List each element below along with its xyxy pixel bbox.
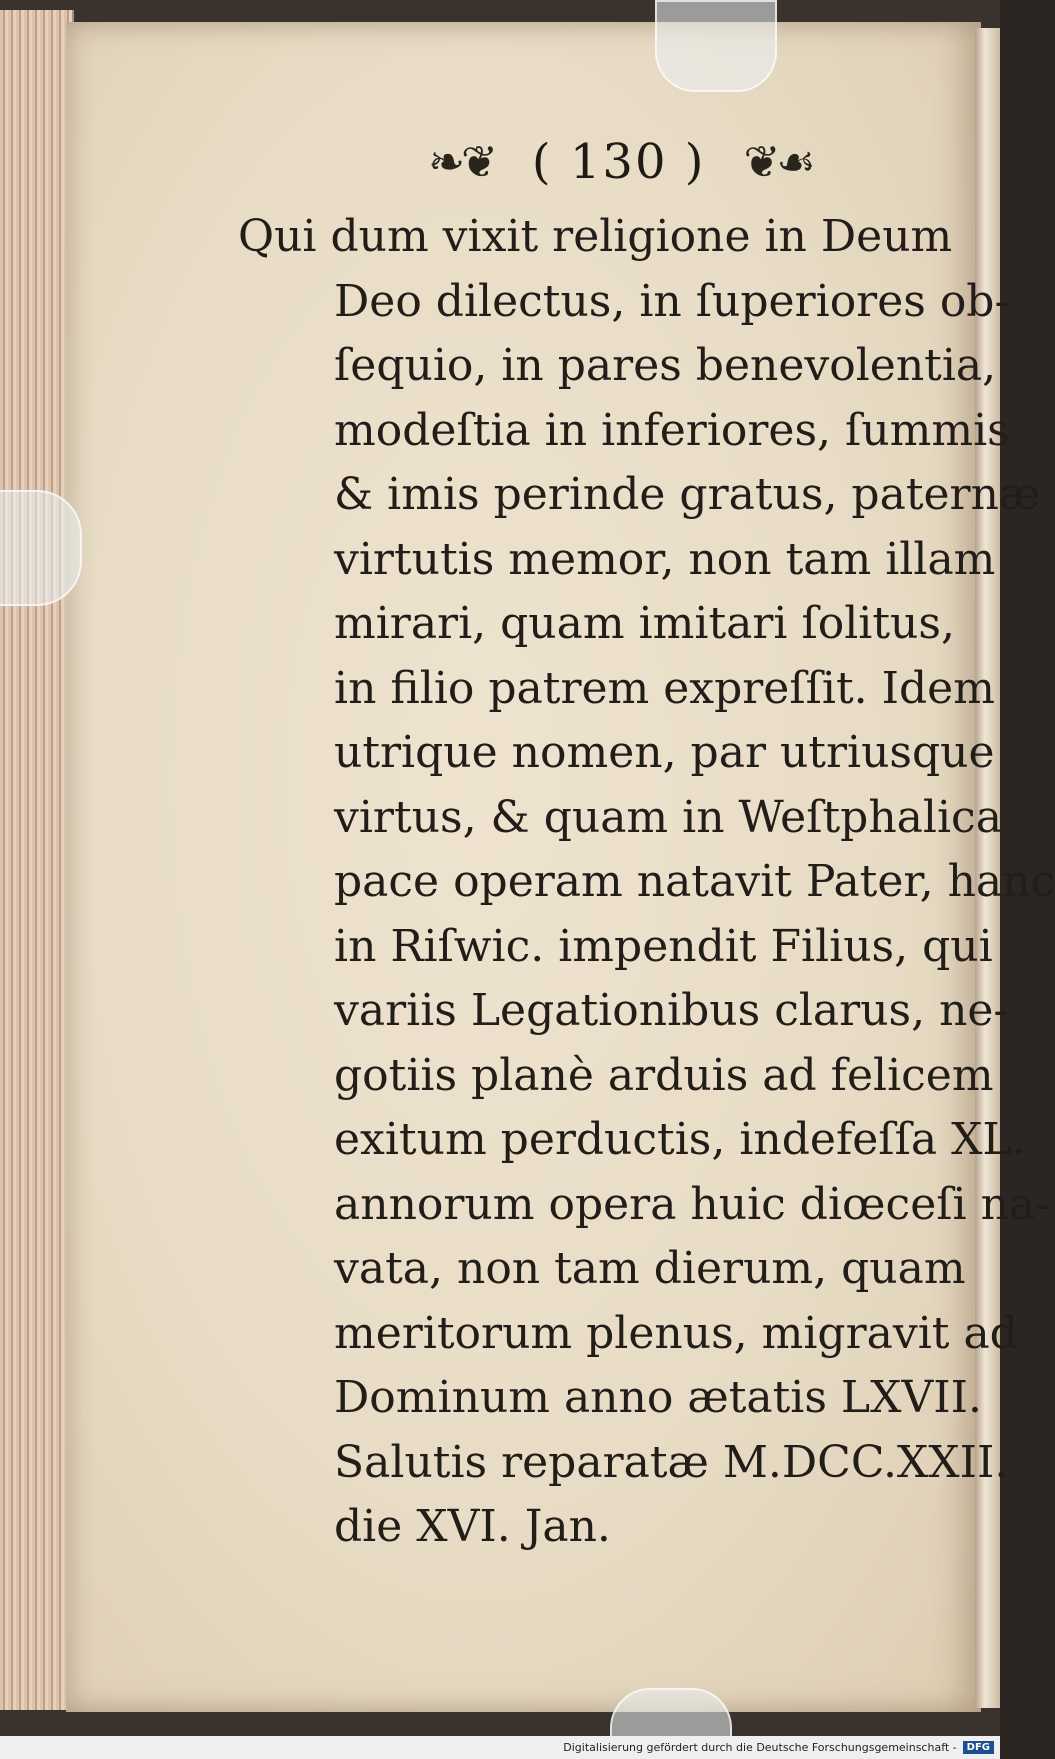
ornament-right-icon: ❦☙	[743, 136, 812, 188]
text-line: meritorum plenus, migravit ad	[334, 1307, 1018, 1359]
text-line: gotiis planè arduis ad felicem	[334, 1049, 994, 1101]
text-line: ſequio, in pares benevolentia,	[334, 340, 997, 391]
text-line: utrique nomen, par utriusque	[334, 727, 995, 778]
text-line: variis Legationibus clarus, ne-	[334, 985, 1009, 1036]
text-line: virtus, & quam in Weſtphalica	[334, 791, 1002, 843]
text-line: Qui dum vixit religione in Deum	[238, 211, 953, 262]
digitization-footer	[0, 1736, 1000, 1759]
page-clip-left	[0, 490, 82, 606]
page-clip-bottom	[610, 1688, 732, 1742]
page-clip-top	[655, 0, 777, 92]
page-header	[380, 122, 860, 202]
text-line: in Riſwic. impendit Filius, qui	[334, 920, 993, 972]
text-line: virtutis memor, non tam illam	[334, 533, 996, 585]
text-line: exitum perductis, indefeſſa XL.	[334, 1114, 1026, 1165]
text-line: & imis perinde gratus, paternæ	[334, 469, 1041, 520]
text-line: vata, non tam dierum, quam	[334, 1243, 966, 1294]
text-line: Dominum anno ætatis LXVII.	[334, 1372, 982, 1423]
text-line: mirari, quam imitari ſolitus,	[334, 598, 955, 649]
text-line: Salutis reparatæ M.DCC.XXII.	[334, 1436, 1009, 1488]
text-line: die XVI. Jan.	[334, 1501, 611, 1552]
text-line: Deo dilectus, in ſuperiores ob-	[334, 275, 1010, 327]
text-line: pace operam natavit Pater, hanc	[334, 856, 1055, 907]
text-line: modeſtia in inferiores, ſummis	[334, 404, 1010, 456]
ornament-left-icon: ❧❦	[428, 136, 494, 188]
dfg-logo: DFG	[963, 1741, 994, 1754]
text-line: in filio patrem expreſſit. Idem	[334, 662, 995, 714]
page-number: ( 130 )	[531, 134, 706, 190]
body-text	[238, 205, 1055, 1560]
page-edges	[0, 10, 74, 1710]
funding-credit: Digitalisierung gefördert durch die Deutsche Forschungsgemeinschaft -	[563, 1741, 957, 1754]
text-line: annorum opera huic diœceſi na-	[334, 1178, 1051, 1230]
